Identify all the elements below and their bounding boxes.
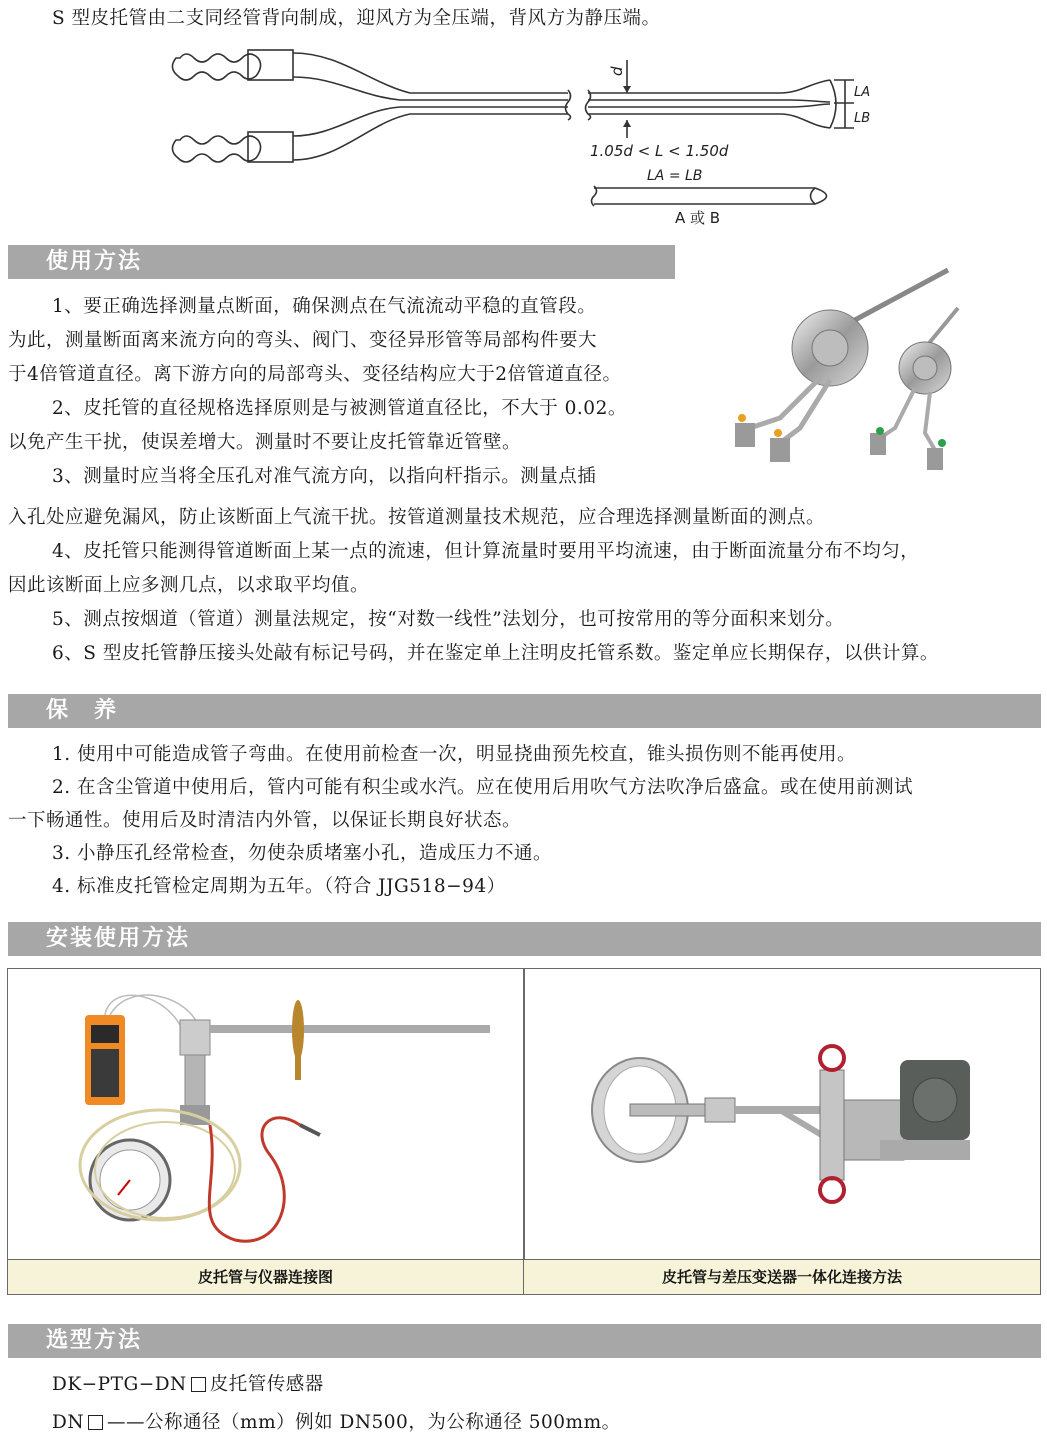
pitot-flange-photo [720, 268, 960, 478]
section-header-maintenance: 保 养 [8, 694, 1041, 728]
usage-line-3: 于4倍管道直径。离下游方向的局部弯头、变径结构应大于2倍管道直径。 [8, 364, 622, 385]
selection-line-2 [52, 1406, 621, 1439]
dn-code: DN [52, 1412, 85, 1433]
selection-line-1 [52, 1368, 324, 1401]
caption-right: 皮托管与差压变送器一体化连接方法 [524, 1259, 1040, 1294]
placeholder-box [88, 1415, 103, 1430]
pitot-diagram [170, 38, 890, 233]
usage-line-4: 2、皮托管的直径规格选择原则是与被测管道直径比，不大于 0.02。 [52, 398, 627, 419]
usage-line-7: 入孔处应避免漏风，防止该断面上气流干扰。按管道测量技术规范，应合理选择测量断面的测点。 [8, 507, 826, 528]
d-label: d [608, 66, 626, 76]
section-header-usage: 使用方法 [8, 245, 675, 279]
maint-line-4: 3. 小静压孔经常检查，勿使杂质堵塞小孔，造成压力不通。 [52, 843, 553, 864]
install-photo-left [70, 985, 500, 1255]
maint-line-2: 2. 在含尘管道中使用后，管内可能有积尘或水汽。应在使用后用吹气方法吹净后盛盒。或在使用前测试 [52, 777, 914, 798]
usage-line-9: 因此该断面上应多测几点，以求取平均值。 [8, 575, 370, 596]
maint-line-1: 1. 使用中可能造成管子弯曲。在使用前检查一次，明显挠曲预先校直，锥头损伤则不能再使用。 [52, 744, 857, 765]
maint-line-5: 4. 标准皮托管检定周期为五年。（符合 JJG518−94） [52, 876, 506, 897]
formula-1: 1.05d < L < 1.50d [590, 142, 729, 160]
usage-line-8: 4、皮托管只能测得管道断面上某一点的流速，但计算流量时要用平均流速，由于断面流量分布不均匀， [52, 541, 920, 562]
photo-divider [523, 968, 525, 1295]
install-photo-right [580, 1040, 990, 1220]
intro-text: S 型皮托管由二支同经管背向制成，迎风方为全压端，背风方为静压端。 [52, 8, 661, 29]
placeholder-box [191, 1377, 206, 1392]
model-code: DK−PTG−DN [52, 1374, 187, 1395]
usage-line-11: 6、S 型皮托管静压接头处敲有标记号码，并在鉴定单上注明皮托管系数。鉴定单应长期保存，以供计算。 [52, 643, 939, 664]
section-header-selection: 选型方法 [8, 1324, 1041, 1358]
section-header-install: 安装使用方法 [8, 922, 1041, 956]
usage-line-2: 为此，测量断面离来流方向的弯头、阀门、变径异形管等局部构件要大 [8, 330, 598, 351]
usage-line-5: 以免产生干扰，使误差增大。测量时不要让皮托管靠近管壁。 [8, 432, 522, 453]
dn-desc: ——公称通径（mm）例如 DN500，为公称通径 500mm。 [107, 1412, 621, 1433]
usage-line-6: 3、测量时应当将全压孔对准气流方向，以指向杆指示。测量点插 [52, 466, 597, 487]
caption-left: 皮托管与仪器连接图 [8, 1259, 523, 1294]
ab-label: A 或 B [675, 209, 721, 227]
formula-2: LA = LB [647, 168, 703, 184]
la-label: LA [854, 85, 871, 100]
usage-line-1: 1、要正确选择测量点断面，确保测点在气流流动平稳的直管段。 [52, 296, 597, 317]
usage-line-10: 5、测点按烟道（管道）测量法规定，按“对数一线性”法划分，也可按常用的等分面积来划分。 [52, 609, 845, 630]
model-desc: 皮托管传感器 [209, 1374, 324, 1395]
lb-label: LB [854, 111, 871, 126]
maint-line-3: 一下畅通性。使用后及时清洁内外管，以保证长期良好状态。 [8, 810, 522, 831]
